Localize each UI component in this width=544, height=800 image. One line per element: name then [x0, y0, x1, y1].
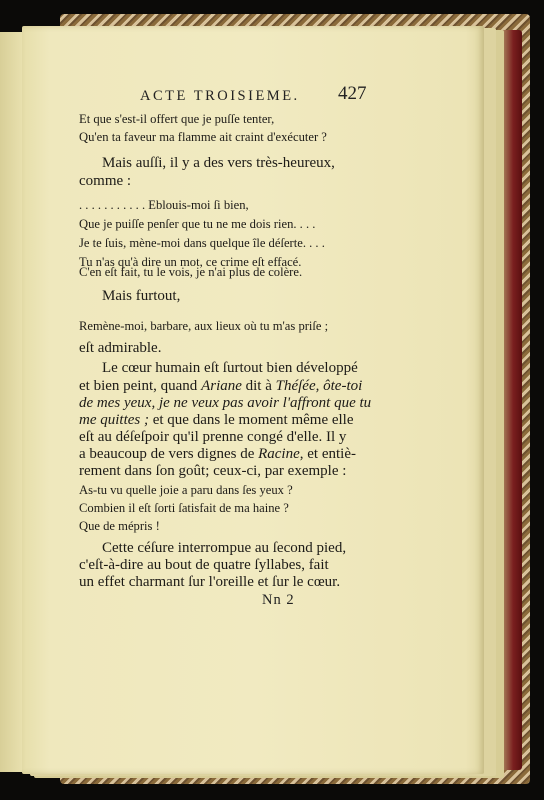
prose-line: Cette céſure interrompue au ſecond pied,	[102, 540, 347, 556]
verse-line: Remène-moi, barbare, aux lieux où tu m'as priſe ;	[79, 319, 329, 333]
verse-line: Qu'en ta faveur ma flamme ait craint d'exécuter ?	[79, 130, 327, 144]
prose-line: un effet charmant ſur l'oreille et ſur le cœur.	[79, 574, 341, 590]
prose-line: rement dans ſon goût; ceux-ci, par exemple :	[79, 463, 347, 479]
prose-line: eſt admirable.	[79, 340, 162, 356]
verse-line: Tu n'as qu'à dire un mot, ce crime eſt effacé.	[79, 255, 302, 269]
verse-line: C'en eſt fait, tu le vois, je n'ai plus de colère.	[79, 265, 303, 279]
page-number: 427	[338, 83, 367, 104]
prose-line: me quittes ; et que dans le moment même elle	[79, 412, 354, 428]
prose-line: c'eſt-à-dire au bout de quatre ſyllabes, fait	[79, 557, 329, 573]
running-title: ACTE TROISIEME.	[140, 88, 300, 104]
verse-line: Et que s'est-il offert que je puſſe tenter,	[79, 112, 275, 126]
prose-line: eſt au déſeſpoir qu'il prenne congé d'elle. Il y	[79, 429, 347, 445]
prose-line: Mais furtout,	[102, 288, 181, 304]
verse-line: Que je puiſſe penſer que tu ne me dois rien. . . .	[79, 217, 316, 231]
prose-line: Mais auſſi, il y a des vers très-heureux,	[102, 155, 335, 171]
verse-line: . . . . . . . . . . . Eblouis-moi ſi bien,	[79, 198, 249, 212]
prose-line: a beaucoup de vers dignes de Racine, et entiè-	[79, 446, 356, 462]
verse-line: Que de mépris !	[79, 519, 160, 533]
prose-line: et bien peint, quand Ariane dit à Théſée, ôte-toi	[79, 378, 363, 394]
prose-line: de mes yeux, je ne veux pas avoir l'affront que tu	[79, 395, 372, 411]
prose-line: Le cœur humain eſt ſurtout bien développé	[102, 360, 358, 376]
verse-line: Combien il eſt ſorti ſatisfait de ma haine ?	[79, 501, 289, 515]
signature-mark: Nn 2	[262, 592, 295, 608]
facing-page-edge	[0, 32, 22, 772]
verse-line: As-tu vu quelle joie a paru dans ſes yeux ?	[79, 483, 293, 497]
prose-line: comme :	[79, 173, 132, 189]
verse-line: Je te ſuis, mène-moi dans quelque île déſerte. . . .	[79, 236, 325, 250]
